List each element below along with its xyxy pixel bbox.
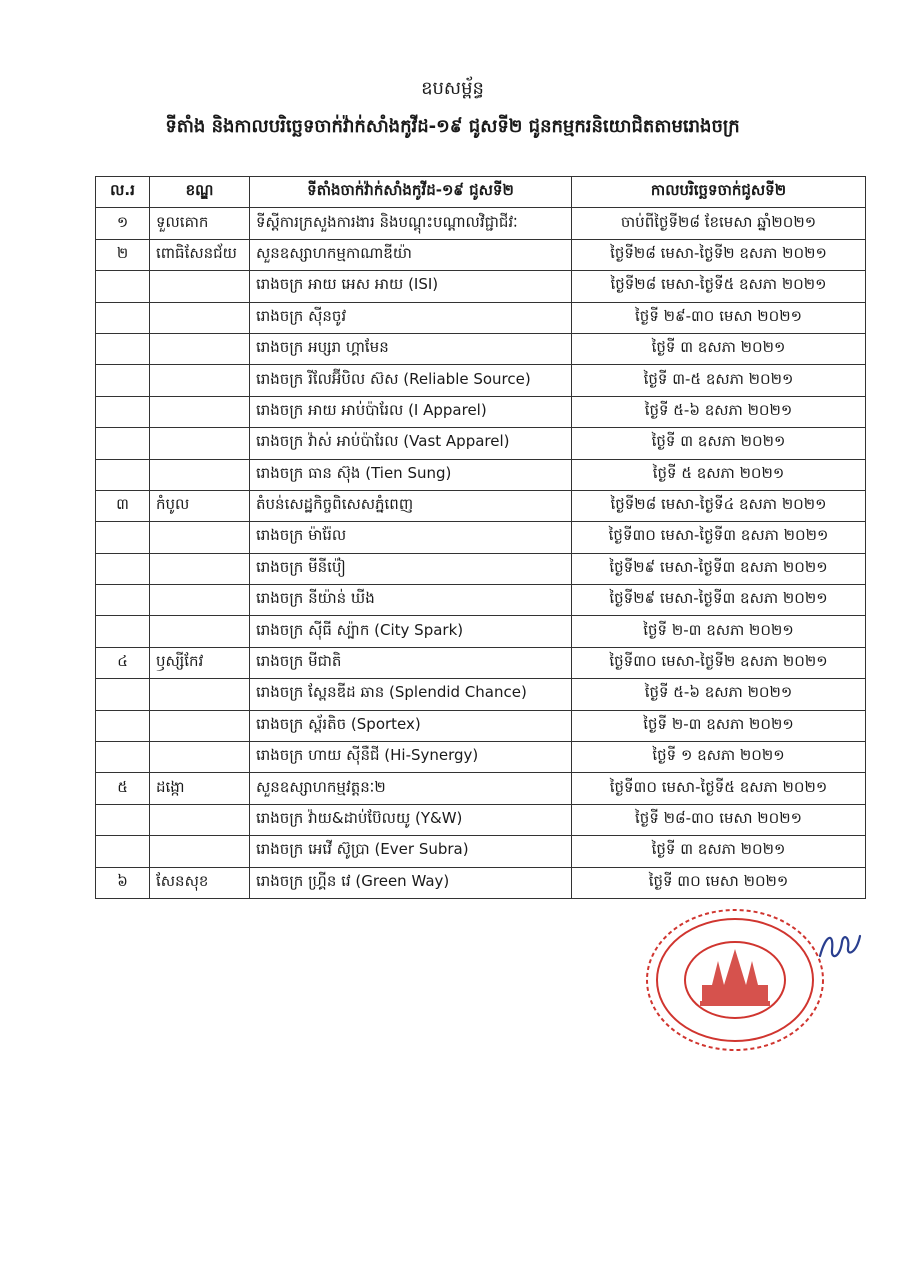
vaccination-site: រោងចក្រ រីលែអ៊ីបិល ស៊ស (Reliable Source) [250, 365, 572, 396]
header-location: ទីតាំងចាក់វ៉ាក់សាំងកូវីដ-១៩ ជូសទី២ [250, 177, 572, 208]
table-row [96, 239, 866, 270]
vaccination-period: ថ្ងៃទី ៣ ឧសភា ២០២១ [572, 333, 866, 364]
row-number-empty [96, 616, 150, 647]
vaccination-period: ថ្ងៃទី ៥ ឧសភា ២០២១ [572, 459, 866, 490]
table-row [96, 333, 866, 364]
table-row [96, 679, 866, 710]
vaccination-site: រោងចក្រ អប្សរា ហ្គាមែន [250, 333, 572, 364]
header-number: ល.រ [96, 177, 150, 208]
table-header-row [96, 177, 866, 208]
table-row [96, 742, 866, 773]
row-number: ៤ [96, 647, 150, 678]
table-row [96, 208, 866, 239]
vaccination-site: រោងចក្រ ស៊ីនចូវ [250, 302, 572, 333]
district-name: ដង្កោ [150, 773, 250, 804]
district-name-empty [150, 522, 250, 553]
row-number-empty [96, 522, 150, 553]
district-name-empty [150, 459, 250, 490]
district-name-empty [150, 679, 250, 710]
district-name: ឫស្សីកែវ [150, 647, 250, 678]
vaccination-period: ថ្ងៃទី ៥-៦ ឧសភា ២០២១ [572, 396, 866, 427]
vaccination-period: ថ្ងៃទី២៨ មេសា-ថ្ងៃទី៤ ឧសភា ២០២១ [572, 490, 866, 521]
row-number-empty [96, 302, 150, 333]
row-number: ៣ [96, 490, 150, 521]
vaccination-period: ថ្ងៃទី ២៩-៣០ មេសា ២០២១ [572, 302, 866, 333]
vaccination-period: ចាប់ពីថ្ងៃទី២៨ ខែមេសា ឆ្នាំ២០២១ [572, 208, 866, 239]
district-name-empty [150, 836, 250, 867]
district-name-empty [150, 396, 250, 427]
vaccination-site: រោងចក្រ អាយ អាប់ប៉ារែល (I Apparel) [250, 396, 572, 427]
table-row [96, 773, 866, 804]
table-row [96, 867, 866, 898]
district-name-empty [150, 742, 250, 773]
header-period: កាលបរិច្ឆេទចាក់ជូសទី២ [572, 177, 866, 208]
table-row [96, 428, 866, 459]
vaccination-period: ថ្ងៃទី ៣ ឧសភា ២០២១ [572, 836, 866, 867]
header-district: ខណ្ឌ [150, 177, 250, 208]
table-row [96, 804, 866, 835]
vaccination-site: រោងចក្រ ស្ពែនឌីដ ឆាន (Splendid Chance) [250, 679, 572, 710]
table-row [96, 522, 866, 553]
vaccination-site: រោងចក្រ ស៊ីធី ស្ប៉ាក (City Spark) [250, 616, 572, 647]
document-heading: ឧបសម្ព័ន្ធ [421, 78, 484, 99]
district-name-empty [150, 333, 250, 364]
table-row [96, 836, 866, 867]
vaccination-period: ថ្ងៃទី ១ ឧសភា ២០២១ [572, 742, 866, 773]
vaccination-period: ថ្ងៃទី៣០ មេសា-ថ្ងៃទី៣ ឧសភា ២០២១ [572, 522, 866, 553]
table-row [96, 553, 866, 584]
vaccination-period: ថ្ងៃទី ៣០ មេសា ២០២១ [572, 867, 866, 898]
district-name-empty [150, 710, 250, 741]
vaccination-period: ថ្ងៃទី ៣-៥ ឧសភា ២០២១ [572, 365, 866, 396]
vaccination-site: រោងចក្រ នីយ៉ាន់ ឃីង [250, 585, 572, 616]
vaccination-period: ថ្ងៃទី២៨ មេសា-ថ្ងៃទី២ ឧសភា ២០២១ [572, 239, 866, 270]
table-row [96, 616, 866, 647]
table-row [96, 490, 866, 521]
table-row [96, 585, 866, 616]
row-number-empty [96, 428, 150, 459]
table-row [96, 710, 866, 741]
table-row [96, 365, 866, 396]
row-number-empty [96, 742, 150, 773]
district-name-empty [150, 428, 250, 459]
vaccination-site: រោងចក្រ វ៉ាស់ អាប់ប៉ារែល (Vast Apparel) [250, 428, 572, 459]
vaccination-period: ថ្ងៃទី២៩ មេសា-ថ្ងៃទី៣ ឧសភា ២០២១ [572, 585, 866, 616]
district-name-empty [150, 616, 250, 647]
vaccination-period: ថ្ងៃទី ២៨-៣០ មេសា ២០២១ [572, 804, 866, 835]
row-number: ២ [96, 239, 150, 270]
vaccination-site: តំបន់សេដ្ឋកិច្ចពិសេសភ្នំពេញ [250, 490, 572, 521]
row-number-empty [96, 836, 150, 867]
row-number: ១ [96, 208, 150, 239]
row-number-empty [96, 271, 150, 302]
vaccination-period: ថ្ងៃទី៣០ មេសា-ថ្ងៃទី២ ឧសភា ២០២១ [572, 647, 866, 678]
district-name: ទួលគោក [150, 208, 250, 239]
vaccination-period: ថ្ងៃទី២៨ មេសា-ថ្ងៃទី៥ ឧសភា ២០២១ [572, 271, 866, 302]
vaccination-period: ថ្ងៃទី២៩ មេសា-ថ្ងៃទី៣ ឧសភា ២០២១ [572, 553, 866, 584]
table-row [96, 459, 866, 490]
row-number-empty [96, 710, 150, 741]
vaccination-site: រោងចក្រ អេវើ ស៊ូប្រា (Ever Subra) [250, 836, 572, 867]
row-number: ៦ [96, 867, 150, 898]
vaccination-period: ថ្ងៃទី៣០ មេសា-ថ្ងៃទី៥ ឧសភា ២០២១ [572, 773, 866, 804]
district-name-empty [150, 365, 250, 396]
vaccination-period: ថ្ងៃទី ២-៣ ឧសភា ២០២១ [572, 710, 866, 741]
row-number-empty [96, 679, 150, 710]
vaccination-period: ថ្ងៃទី ៥-៦ ឧសភា ២០២១ [572, 679, 866, 710]
vaccination-site: សួនឧស្សាហកម្មវត្តនៈ២ [250, 773, 572, 804]
row-number-empty [96, 553, 150, 584]
district-name: សែនសុខ [150, 867, 250, 898]
row-number-empty [96, 804, 150, 835]
row-number-empty [96, 333, 150, 364]
vaccination-site: ទីស្ដីការក្រសួងការងារ និងបណ្តុះបណ្តាលវិជ្ជាជីវៈ [250, 208, 572, 239]
table-row [96, 302, 866, 333]
vaccination-site: រោងចក្រ ស្ព័រតិច (Sportex) [250, 710, 572, 741]
table-row [96, 271, 866, 302]
vaccination-period: ថ្ងៃទី ៣ ឧសភា ២០២១ [572, 428, 866, 459]
district-name-empty [150, 585, 250, 616]
district-name-empty [150, 271, 250, 302]
vaccination-site: សួនឧស្សាហកម្មកាណាឌីយ៉ា [250, 239, 572, 270]
vaccination-site: រោងចក្រ ហ្គ្រីន វេ (Green Way) [250, 867, 572, 898]
row-number-empty [96, 396, 150, 427]
row-number-empty [96, 459, 150, 490]
signature-icon [816, 928, 866, 964]
vaccination-site: រោងចក្រ ម៉ារ៉ែល [250, 522, 572, 553]
vaccination-site: រោងចក្រ ធាន ស៊ុង (Tien Sung) [250, 459, 572, 490]
district-name: កំបូល [150, 490, 250, 521]
schedule-table [95, 176, 866, 899]
row-number-empty [96, 365, 150, 396]
vaccination-site: រោងចក្រ មីជាតិ [250, 647, 572, 678]
vaccination-site: រោងចក្រ អាយ អេស អាយ (ISI) [250, 271, 572, 302]
vaccination-site: រោងចក្រ វ៉ាយ&ដាប់ប៊ែលយូ (Y&W) [250, 804, 572, 835]
document-title: ទីតាំង និងកាលបរិច្ឆេទចាក់វ៉ាក់សាំងកូវីដ-១៩ ជូសទី២ ជូនកម្មករនិយោជិតតាមរោងចក្រ [165, 116, 740, 137]
row-number-empty [96, 585, 150, 616]
district-name-empty [150, 302, 250, 333]
district-name: ពោធិសែនជ័យ [150, 239, 250, 270]
vaccination-site: រោងចក្រ ហាយ ស៊ីនឺជី (Hi-Synergy) [250, 742, 572, 773]
vaccination-period: ថ្ងៃទី ២-៣ ឧសភា ២០២១ [572, 616, 866, 647]
district-name-empty [150, 553, 250, 584]
row-number: ៥ [96, 773, 150, 804]
schedule-table-body [96, 208, 866, 899]
table-row [96, 647, 866, 678]
temple-seal-icon [640, 905, 830, 1055]
vaccination-site: រោងចក្រ មីនីប៉ៀ [250, 553, 572, 584]
table-row [96, 396, 866, 427]
district-name-empty [150, 804, 250, 835]
